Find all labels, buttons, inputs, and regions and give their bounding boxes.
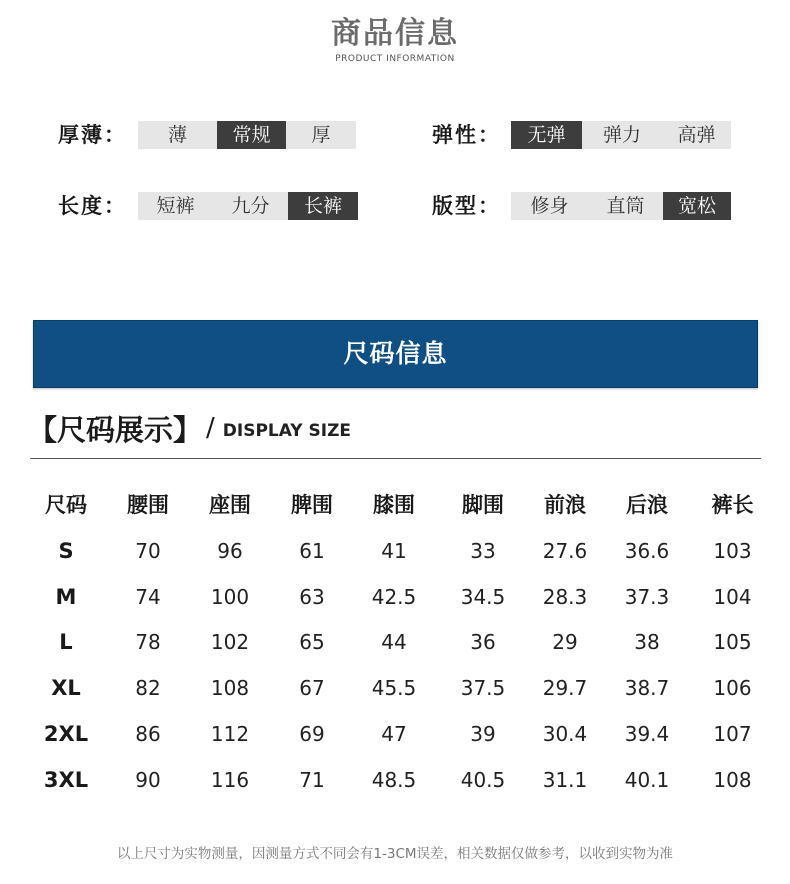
- option-thick: 厚: [286, 121, 356, 149]
- section-heading-cn: 【尺码展示】: [28, 412, 203, 447]
- option-regular: 常规: [217, 121, 286, 149]
- table-cell: 86: [135, 722, 161, 747]
- table-cell: M: [55, 584, 77, 609]
- option-stretch: 弹力: [582, 121, 662, 149]
- table-cell: 108: [713, 767, 752, 792]
- table-cell: 69: [299, 722, 325, 747]
- option-straight: 直筒: [588, 192, 663, 220]
- table-cell: 71: [299, 767, 325, 792]
- size-info-banner: [33, 320, 758, 388]
- page-subtitle: PRODUCT INFORMATION: [335, 54, 455, 64]
- table-header-row: [25, 480, 770, 528]
- table-cell: 37.5: [460, 676, 506, 701]
- table-cell: 74: [135, 584, 161, 609]
- table-cell: 37.3: [624, 584, 670, 609]
- table-cell: 42.5: [371, 584, 417, 609]
- attr-label-thickness: 厚薄：: [58, 123, 127, 147]
- option-loose: 宽松: [663, 192, 731, 220]
- header-front-rise: 前浪: [544, 493, 586, 517]
- table-cell: 3XL: [43, 767, 89, 792]
- table-cell: 36.6: [624, 538, 670, 563]
- table-cell: 27.6: [542, 538, 588, 563]
- table-row: [25, 574, 770, 620]
- section-heading: [28, 408, 351, 448]
- option-long-pants: 长裤: [288, 192, 358, 220]
- table-row: [25, 528, 770, 574]
- table-cell: 31.1: [542, 767, 588, 792]
- page-title: 商品信息: [331, 16, 459, 51]
- table-cell: 70: [135, 538, 161, 563]
- table-row: [25, 620, 770, 666]
- table-row: [25, 665, 770, 711]
- table-cell: 38: [634, 630, 660, 655]
- table-cell: 104: [713, 584, 752, 609]
- section-heading-slash: /: [206, 413, 215, 443]
- table-cell: 44: [381, 630, 407, 655]
- attr-options-length: [138, 192, 358, 220]
- option-no-stretch: 无弹: [511, 121, 582, 149]
- option-thin: 薄: [138, 121, 217, 149]
- attr-label-elasticity: 弹性：: [432, 123, 501, 147]
- header-hip: 座围: [209, 493, 251, 517]
- table-cell: 100: [210, 584, 250, 609]
- attr-label-fit: 版型：: [432, 194, 501, 218]
- table-cell: 116: [210, 767, 250, 792]
- table-cell: 29.7: [542, 676, 588, 701]
- table-cell: 67: [299, 676, 325, 701]
- table-cell: 63: [299, 584, 325, 609]
- table-cell: 96: [217, 538, 243, 563]
- header-knee: 膝围: [373, 493, 415, 517]
- attr-options-elasticity: [511, 121, 731, 149]
- table-cell: 65: [299, 630, 325, 655]
- table-cell: 45.5: [371, 676, 417, 701]
- table-cell: 2XL: [43, 722, 89, 747]
- table-cell: 106: [713, 676, 752, 701]
- table-cell: XL: [51, 676, 81, 701]
- table-cell: 33: [470, 538, 496, 563]
- table-cell: 103: [713, 538, 752, 563]
- table-cell: 40.1: [624, 767, 670, 792]
- section-divider: [30, 458, 761, 459]
- table-cell: 29: [552, 630, 578, 655]
- table-cell: 40.5: [460, 767, 506, 792]
- table-cell: 112: [210, 722, 250, 747]
- header-thigh: 脾围: [291, 493, 333, 517]
- option-shorts: 短裤: [138, 192, 213, 220]
- header-leg-opening: 脚围: [462, 493, 504, 517]
- table-cell: 36: [470, 630, 496, 655]
- attr-options-fit: [511, 192, 731, 220]
- table-cell: 82: [135, 676, 161, 701]
- banner-title: 尺码信息: [343, 339, 448, 368]
- table-row: [25, 711, 770, 757]
- table-cell: 48.5: [371, 767, 417, 792]
- table-cell: 41: [381, 538, 407, 563]
- attr-label-length: 长度：: [58, 194, 127, 218]
- table-cell: S: [58, 538, 74, 563]
- table-row: [25, 757, 770, 803]
- header-waist: 腰围: [127, 493, 169, 517]
- header-length: 裤长: [711, 493, 754, 517]
- option-slim: 修身: [511, 192, 588, 220]
- table-cell: 38.7: [624, 676, 670, 701]
- table-cell: 34.5: [460, 584, 506, 609]
- table-cell: 39.4: [624, 722, 670, 747]
- table-cell: 61: [299, 538, 325, 563]
- section-heading-en: DISPLAY SIZE: [222, 421, 352, 441]
- table-cell: 102: [210, 630, 250, 655]
- table-cell: 28.3: [542, 584, 588, 609]
- table-cell: 107: [713, 722, 752, 747]
- option-cropped: 九分: [213, 192, 288, 220]
- table-cell: 39: [470, 722, 496, 747]
- header-size: 尺码: [45, 493, 87, 517]
- table-cell: 105: [713, 630, 752, 655]
- table-cell: 47: [381, 722, 407, 747]
- table-cell: 108: [210, 676, 250, 701]
- attr-options-thickness: [138, 121, 356, 149]
- table-cell: 90: [135, 767, 161, 792]
- header-back-rise: 后浪: [626, 493, 668, 517]
- size-table: [25, 480, 770, 803]
- table-cell: L: [59, 630, 73, 655]
- measurement-footnote: 以上尺寸为实物测量，因测量方式不同会有1-3CM误差，相关数据仅做参考，以收到实物为准: [116, 846, 674, 862]
- option-high-stretch: 高弹: [662, 121, 731, 149]
- table-cell: 78: [135, 630, 161, 655]
- table-cell: 30.4: [542, 722, 588, 747]
